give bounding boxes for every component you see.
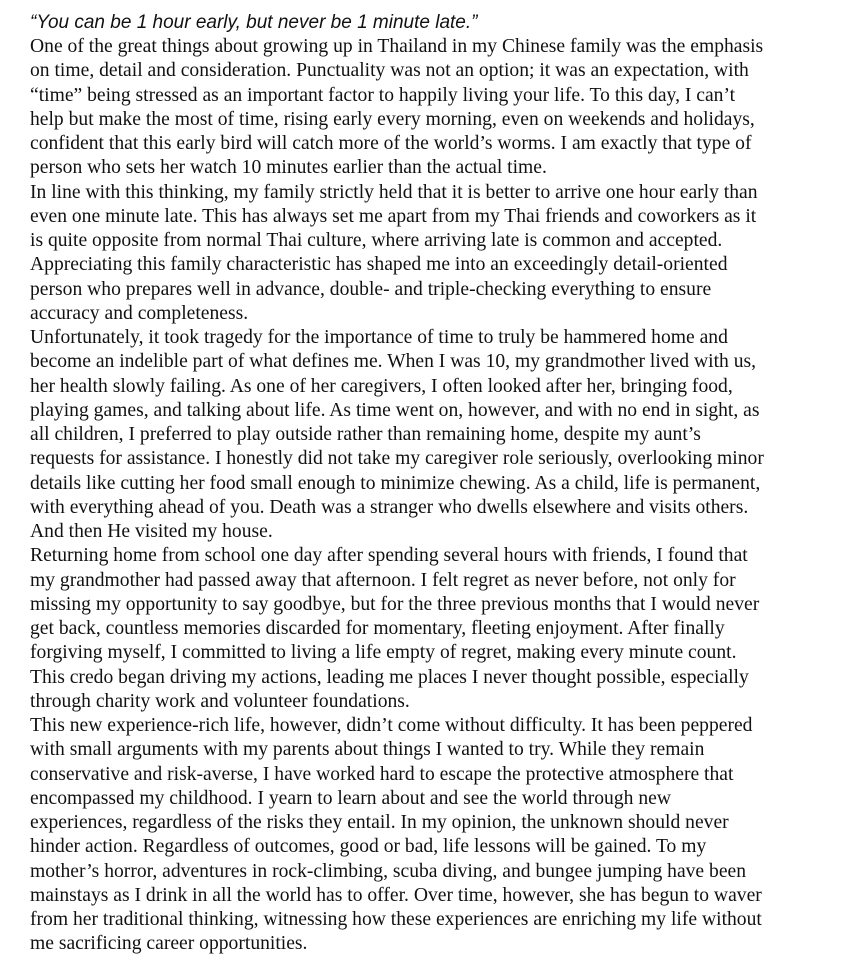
text-line: help but make the most of time, rising early every morning, even on weekends and holidays, — [30, 108, 755, 130]
text-line: Appreciating this family characteristic has shaped me into an exceedingly detail-oriented — [30, 254, 728, 276]
text-line: Unfortunately, it took tragedy for the importance of time to truly be hammered home and — [30, 327, 728, 348]
text-line: One of the great things about growing up in Thailand in my Chinese family was the emphasis — [30, 36, 764, 57]
text-line: person who sets her watch 10 minutes earlier than the actual time. — [30, 157, 547, 179]
text-line: “time” being stressed as an important factor to happily living your life. To this day, I can’t — [30, 84, 736, 106]
text-line: get back, countless memories discarded for momentary, fleeting enjoyment. After finally — [30, 618, 725, 639]
text-line: from her traditional thinking, witnessing how these experiences are enriching my life without — [30, 909, 762, 930]
text-line: experiences, regardless of the risks they entail. In my opinion, the unknown should never — [30, 812, 729, 833]
text-line: conservative and risk-averse, I have worked hard to escape the protective atmosphere that — [30, 763, 734, 785]
text-line: is quite opposite from normal Thai culture, where arriving late is common and accepted. — [30, 230, 723, 251]
essay-paragraph — [30, 544, 830, 714]
text-line: playing games, and talking about life. As time went on, however, and with no end in sight, as — [30, 399, 760, 421]
text-line: with small arguments with my parents about things I wanted to try. While they remain — [30, 739, 705, 761]
text-line: even one minute late. This has always set me apart from my Thai friends and coworkers as it — [30, 205, 757, 227]
text-line: requests for assistance. I honestly did not take my caregiver role seriously, overlooking minor — [30, 448, 764, 470]
text-line: mother’s horror, adventures in rock-climbing, scuba diving, and bungee jumping have been — [30, 860, 747, 882]
text-line: all children, I preferred to play outside rather than remaining home, despite my aunt’s — [30, 424, 701, 445]
essay-paragraph — [30, 326, 830, 544]
opening-quote: “You can be 1 hour early, but never be 1 minute late.” — [30, 12, 478, 33]
text-line: This new experience-rich life, however, didn’t come without difficulty. It has been peppered — [30, 715, 753, 736]
essay-paragraph — [30, 35, 830, 181]
essay-paragraph — [30, 714, 830, 957]
text-line: encompassed my childhood. I yearn to learn about and see the world through new — [30, 787, 671, 809]
text-line: In line with this thinking, my family strictly held that it is better to arrive one hour early than — [30, 181, 758, 203]
text-line: hinder action. Regardless of outcomes, good or bad, life lessons will be gained. To my — [30, 836, 707, 858]
essay-document — [30, 11, 830, 957]
text-line: her health slowly failing. As one of her caregivers, I often looked after her, bringing food, — [30, 375, 733, 397]
text-line: my grandmother had passed away that afternoon. I felt regret as never before, not only for — [30, 569, 736, 591]
text-line: details like cutting her food small enough to minimize chewing. As a child, life is permanent, — [30, 472, 761, 494]
text-line: with everything ahead of you. Death was a stranger who dwells elsewhere and visits others. — [30, 496, 749, 518]
essay-body — [30, 35, 830, 957]
text-line: This credo began driving my actions, leading me places I never thought possible, especially — [30, 666, 749, 688]
text-line: forgiving myself, I committed to living a life empty of regret, making every minute count. — [30, 642, 737, 664]
text-line: mainstays as I drink in all the world has to offer. Over time, however, she has begun to waver — [30, 884, 762, 906]
essay-paragraph — [30, 181, 830, 327]
text-line: through charity work and volunteer foundations. — [30, 690, 410, 712]
text-line: person who prepares well in advance, double- and triple-checking everything to ensure — [30, 278, 712, 300]
text-line: me sacrificing career opportunities. — [30, 933, 308, 955]
text-line: become an indelible part of what defines me. When I was 10, my grandmother lived with us, — [30, 351, 757, 373]
text-line: And then He visited my house. — [30, 521, 273, 542]
text-line: Returning home from school one day after spending several hours with friends, I found that — [30, 545, 748, 567]
text-line: on time, detail and consideration. Punctuality was not an option; it was an expectation, with — [30, 60, 749, 82]
text-line: accuracy and completeness. — [30, 302, 249, 324]
text-line: confident that this early bird will catch more of the world’s worms. I am exactly that type of — [30, 133, 752, 154]
text-line: missing my opportunity to say goodbye, but for the three previous months that I would never — [30, 593, 760, 615]
